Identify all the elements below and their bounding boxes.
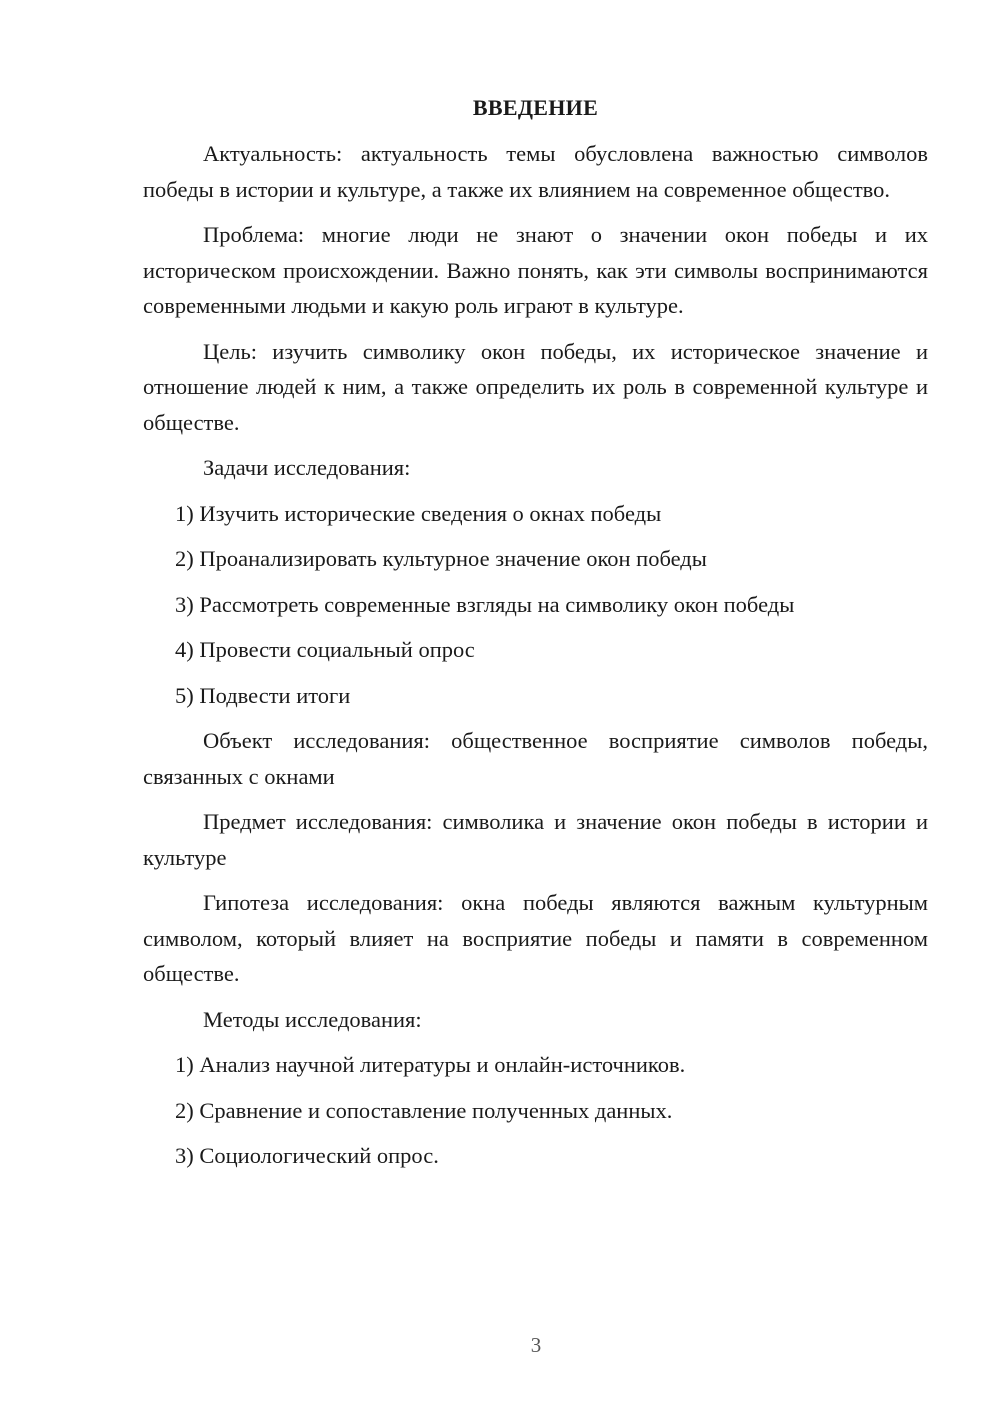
methods-list — [143, 1047, 928, 1174]
page-number: 3 — [530, 1333, 542, 1357]
methods-heading: Методы исследования: — [203, 1006, 422, 1032]
relevance-paragraph: Актуальность: актуальность темы обусловлена важностью символов победы в истории и культуре, а также их влиянием на современное общество. — [143, 141, 928, 202]
subject-paragraph: Предмет исследования: символика и значение окон победы в истории и культуре — [143, 809, 928, 870]
list-item: 5) Подвести итоги — [175, 682, 351, 708]
list-item: 1) Изучить исторические сведения о окнах победы — [175, 500, 662, 526]
document-page — [143, 92, 928, 1184]
tasks-list — [143, 496, 928, 714]
list-item: 1) Анализ научной литературы и онлайн-источников. — [175, 1052, 686, 1077]
list-item: 2) Сравнение и сопоставление полученных данных. — [175, 1097, 673, 1123]
hypothesis-paragraph: Гипотеза исследования: окна победы являются важным культурным символом, который влияет на восприятие победы и памяти в современном обществе. — [143, 890, 928, 986]
list-item: 3) Рассмотреть современные взгляды на символику окон победы — [175, 591, 795, 617]
list-item: 3) Социологический опрос. — [175, 1143, 439, 1168]
list-item: 4) Провести социальный опрос — [175, 637, 475, 662]
goal-paragraph: Цель: изучить символику окон победы, их историческое значение и отношение людей к ним, а также определить их роль в современной культуре и обществе. — [143, 338, 928, 435]
list-item: 2) Проанализировать культурное значение окон победы — [175, 546, 707, 571]
tasks-heading: Задачи исследования: — [203, 455, 411, 480]
page-title: ВВЕДЕНИЕ — [472, 95, 599, 120]
problem-paragraph: Проблема: многие люди не знают о значении окон победы и их историческом происхождении. Важно понять, как эти символы воспринимаются современными людьми и какую роль играют в культуре. — [143, 222, 928, 318]
object-paragraph: Объект исследования: общественное восприятие символов победы, связанных с окнами — [143, 728, 928, 789]
